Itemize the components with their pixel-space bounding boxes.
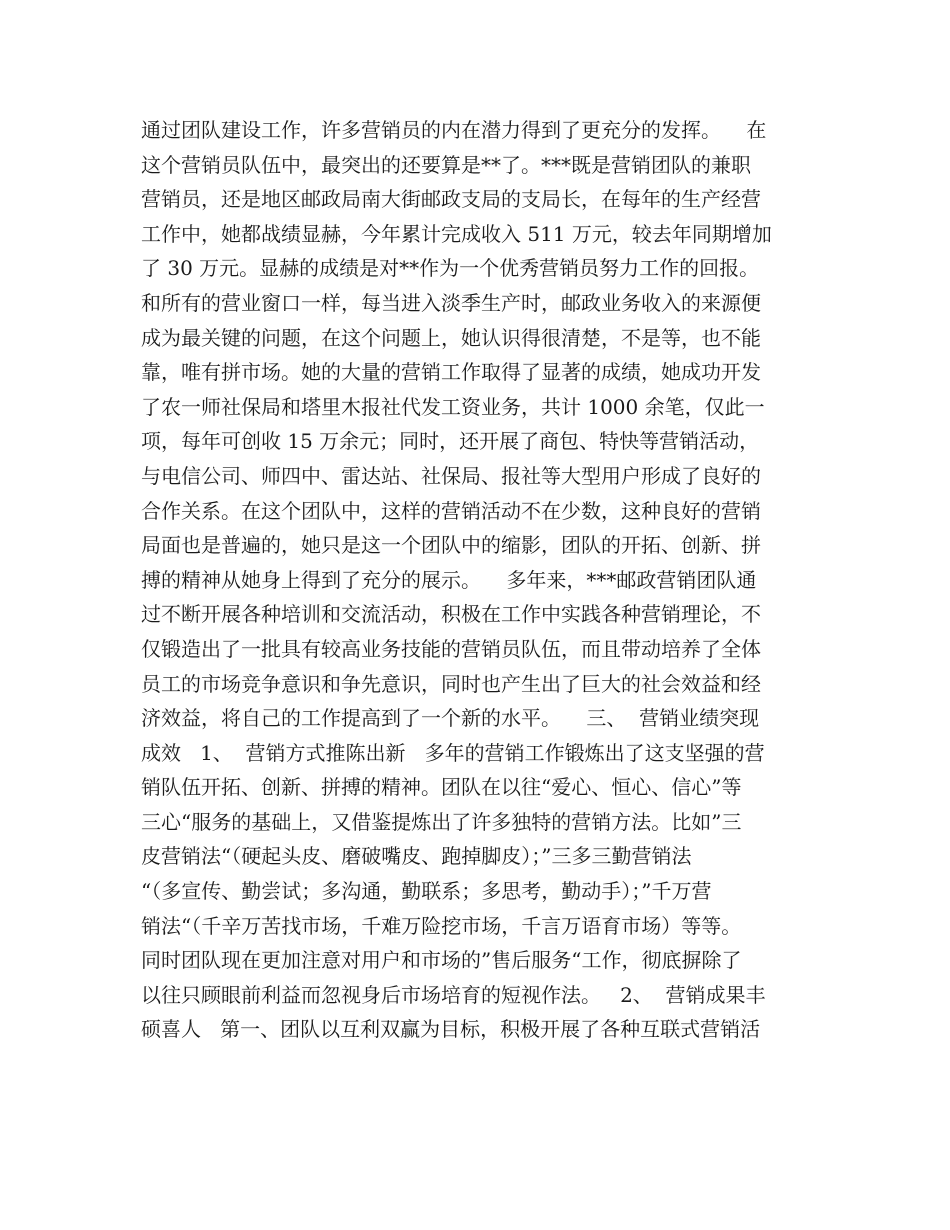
text-line: 工作中，她都战绩显赫，今年累计完成收入 511 万元，较去年同期增加 <box>141 221 772 246</box>
text-line: 成效 1、 营销方式推陈出新 多年的营销工作锻炼出了这支坚强的营 <box>141 740 765 765</box>
text-line: 仅锻造出了一批具有较高业务技能的营销员队伍，而且带动培养了全体 <box>141 636 761 661</box>
text-line: 成为最关键的问题，在这个问题上，她认识得很清楚，不是等，也不能 <box>141 325 761 350</box>
text-line: 硕喜人 第一、团队以互利双赢为目标，积极开展了各种互联式营销活 <box>141 1017 761 1042</box>
text-line: 过不断开展各种培训和交流活动，积极在工作中实践各种营销理论，不 <box>141 602 761 627</box>
text-line: 销队伍开拓、创新、拼搏的精神。团队在以往“爱心、恒心、信心”等 <box>141 775 742 800</box>
text-line: 和所有的营业窗口一样，每当进入淡季生产时，邮政业务收入的来源便 <box>141 290 761 315</box>
text-line: 合作关系。在这个团队中，这样的营销活动不在少数，这种良好的营销 <box>141 498 761 523</box>
text-line: 靠，唯有拼市场。她的大量的营销工作取得了显著的成绩，她成功开发 <box>141 360 761 385</box>
text-line: 以往只顾眼前利益而忽视身后市场培育的短视作法。 2、 营销成果丰 <box>141 982 766 1007</box>
text-line: 营销员，还是地区邮政局南大街邮政支局的支局长，在每年的生产经营 <box>141 187 761 212</box>
text-line: 员工的市场竞争意识和争先意识，同时也产生出了巨大的社会效益和经 <box>141 671 761 696</box>
text-line: 这个营销员队伍中，最突出的还要算是**了。***既是营销团队的兼职 <box>141 152 751 177</box>
text-line: 皮营销法“（硬起头皮、磨破嘴皮、跑掉脚皮）；”三多三勤营销法 <box>141 844 692 869</box>
text-line: 通过团队建设工作，许多营销员的内在潜力得到了更充分的发挥。 在 <box>141 118 767 142</box>
text-line: 了农一师社保局和塔里木报社代发工资业务，共计 1000 余笔，仅此一 <box>141 394 765 419</box>
text-line: 项，每年可创收 15 万余元；同时，还开展了商包、特快等营销活动， <box>141 429 760 454</box>
text-line: 局面也是普遍的，她只是这一个团队中的缩影，团队的开拓、创新、拼 <box>141 533 761 558</box>
text-line: “（多宣传、勤尝试；多沟通，勤联系；多思考，勤动手）；”千万营 <box>141 879 712 904</box>
text-line: 与电信公司、师四中、雷达站、社保局、报社等大型用户形成了良好的 <box>141 463 761 488</box>
body-text <box>141 113 821 1047</box>
text-line: 同时团队现在更加注意对用户和市场的”售后服务“工作，彻底摒除了 <box>141 948 742 973</box>
text-line: 了 30 万元。显赫的成绩是对**作为一个优秀营销员努力工作的回报。 <box>141 256 760 281</box>
text-line: 济效益，将自己的工作提高到了一个新的水平。 三、 营销业绩突现 <box>141 706 760 731</box>
text-line: 三心“服务的基础上，又借鉴提炼出了许多独特的营销方法。比如”三 <box>141 809 742 834</box>
text-line: 销法“（千辛万苦找市场，千难万险挖市场，千言万语育市场）等等。 <box>141 913 742 938</box>
text-line: 搏的精神从她身上得到了充分的展示。 多年来，***邮政营销团队通 <box>141 567 757 592</box>
